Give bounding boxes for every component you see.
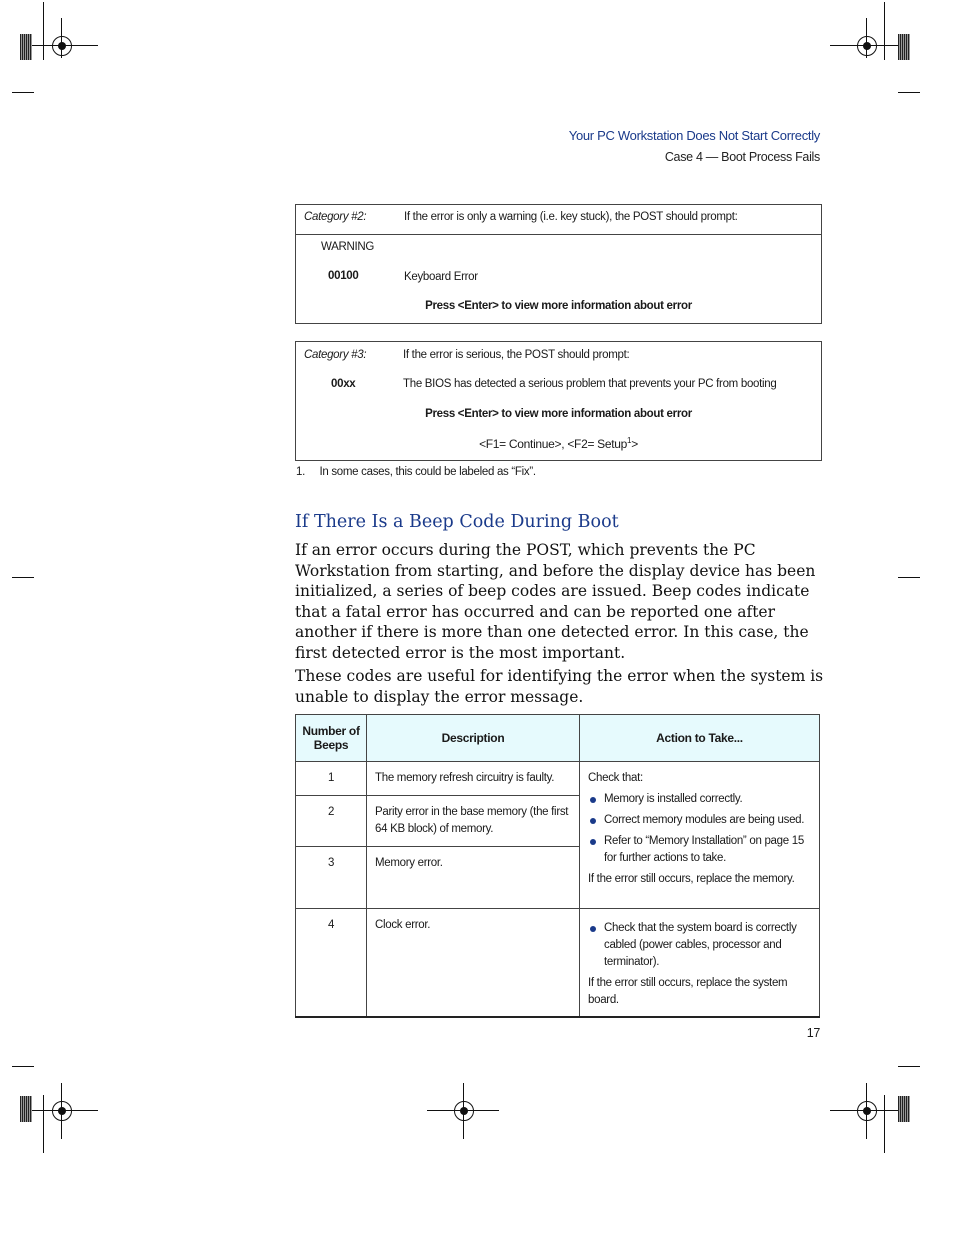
error-code: 00xx [331,378,356,390]
divider [296,234,821,235]
warning-label: WARNING [321,241,375,253]
beep-code-table [295,714,820,1018]
footnote-ref: 1 [627,436,632,445]
action-list [588,791,811,867]
category-3-description: If the error is serious, the POST should prompt: [403,349,630,361]
running-header-subtitle: Case 4 — Boot Process Fails [664,150,820,164]
key-options-end: > [631,437,638,451]
category-3-label: Category #3: [304,349,367,361]
section-heading: If There Is a Beep Code During Boot [295,512,619,532]
beep-description: Clock error. [367,909,580,1018]
category-2-description: If the error is only a warning (i.e. key stuck), the POST should prompt: [404,211,738,223]
enter-prompt: Press <Enter> to view more information about error [425,408,692,420]
column-header-action: Action to Take... [580,715,820,762]
category-2-box [295,204,822,324]
action-list [588,920,811,971]
key-options [296,436,821,451]
beep-count: 1 [296,762,367,796]
table-row [296,762,820,796]
beep-count: 3 [296,847,367,909]
registration-mark-icon [857,36,877,56]
beep-count: 2 [296,796,367,847]
footer-rule [295,1016,820,1018]
enter-prompt: Press <Enter> to view more information about error [425,300,692,312]
column-header-beeps: Number of Beeps [296,715,367,762]
beep-description: Memory error. [367,847,580,909]
running-header-title: Your PC Workstation Does Not Start Correctly [568,128,820,143]
registration-mark-icon [857,1101,877,1121]
registration-mark-icon [454,1101,474,1121]
registration-mark-icon [52,36,72,56]
section-paragraph-1: If an error occurs during the POST, which prevents the PC Workstation from starting, and before the display device has been initialized, a series of beep codes are issued. Beep codes indicate that a fatal error has occurred and can be reported one after another if there is more than one detected error. In this case, the first detected error is the most important. [295,541,816,662]
action-cell [580,909,820,1018]
beep-description: Parity error in the base memory (the first 64 KB block) of memory. [367,796,580,847]
color-bar-icon [20,34,32,60]
error-code-text: The BIOS has detected a serious problem that prevents your PC from booting [403,378,777,390]
color-bar-icon [898,1096,910,1122]
category-2-label: Category #2: [304,211,367,223]
beep-description: The memory refresh circuitry is faulty. [367,762,580,796]
error-code: 00100 [328,270,359,282]
page-number: 17 [806,1026,820,1040]
action-outro: If the error still occurs, replace the memory. [588,873,795,885]
beep-count: 4 [296,909,367,1018]
registration-mark-icon [52,1101,72,1121]
action-intro: Check that: [588,772,643,784]
section-paragraph-2: These codes are useful for identifying the error when the system is unable to display the error message. [295,667,824,706]
list-item: Memory is installed correctly. [588,791,811,808]
column-header-description: Description [367,715,580,762]
footnote: 1. In some cases, this could be labeled as “Fix”. [296,466,536,478]
key-options-text: <F1= Continue>, <F2= Setup [479,437,628,451]
action-cell [580,762,820,909]
list-item: Correct memory modules are being used. [588,812,811,829]
list-item: Refer to “Memory Installation” on page 15 for further actions to take. [588,833,811,867]
error-code-text: Keyboard Error [404,271,478,283]
color-bar-icon [20,1096,32,1122]
action-outro: If the error still occurs, replace the system board. [588,977,788,1006]
table-row [296,909,820,1018]
color-bar-icon [898,34,910,60]
category-3-box [295,341,822,461]
list-item: Check that the system board is correctly cabled (power cables, processor and terminator). [588,920,811,971]
